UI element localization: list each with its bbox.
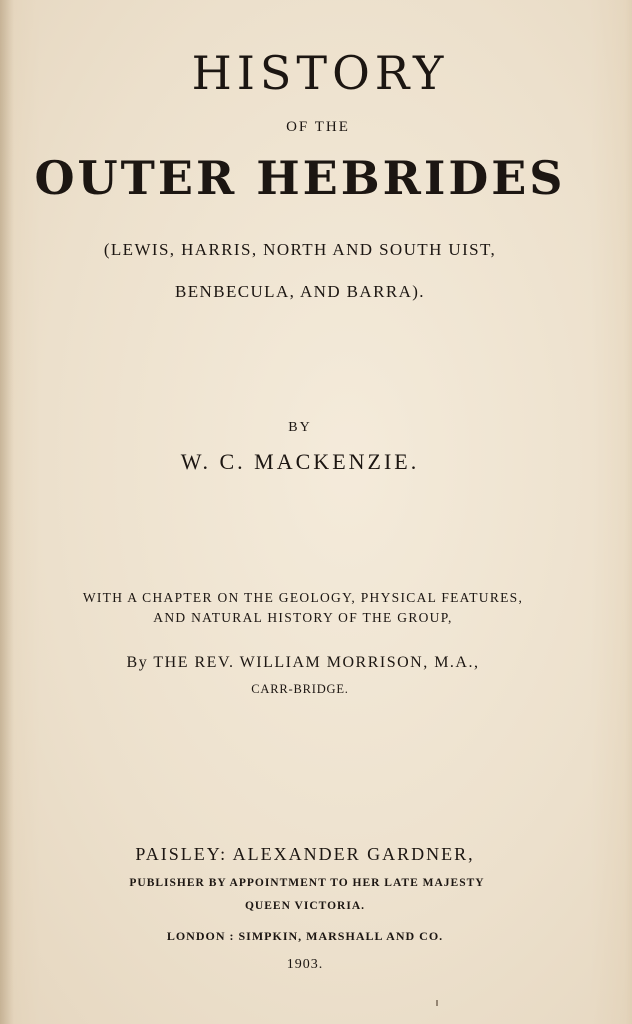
publisher-appointment-cont: QUEEN VICTORIA. [244,900,366,912]
london-distributor: LONDON : SIMPKIN, MARSHALL AND CO. [166,929,444,943]
book-title-connector: OF THE [286,119,350,135]
subtitle-line-1: (LEWIS, HARRIS, NORTH AND SOUTH UIST, [103,240,497,259]
chapter-note-line-2: AND NATURAL HISTORY OF THE GROUP, [153,610,453,625]
contributor-place: CARR-BRIDGE. [251,682,349,696]
book-title: HISTORY [191,46,449,100]
publication-year: 1903. [286,957,324,972]
publisher-name: PAISLEY: ALEXANDER GARDNER, [135,844,475,864]
by-label: BY [288,420,312,435]
publisher-appointment: PUBLISHER BY APPOINTMENT TO HER LATE MAJESTY [129,877,485,889]
chapter-note-line-1: WITH A CHAPTER ON THE GEOLOGY, PHYSICAL FEATURES, [82,590,524,605]
book-title-subject: OUTER HEBRIDES [34,151,566,205]
contributor-byline: By THE REV. WILLIAM MORRISON, M.A., [126,654,480,671]
author-name: W. C. MACKENZIE. [180,449,420,474]
subtitle-line-2: BENBECULA, AND BARRA). [175,282,425,301]
paper-speck [436,1000,438,1006]
